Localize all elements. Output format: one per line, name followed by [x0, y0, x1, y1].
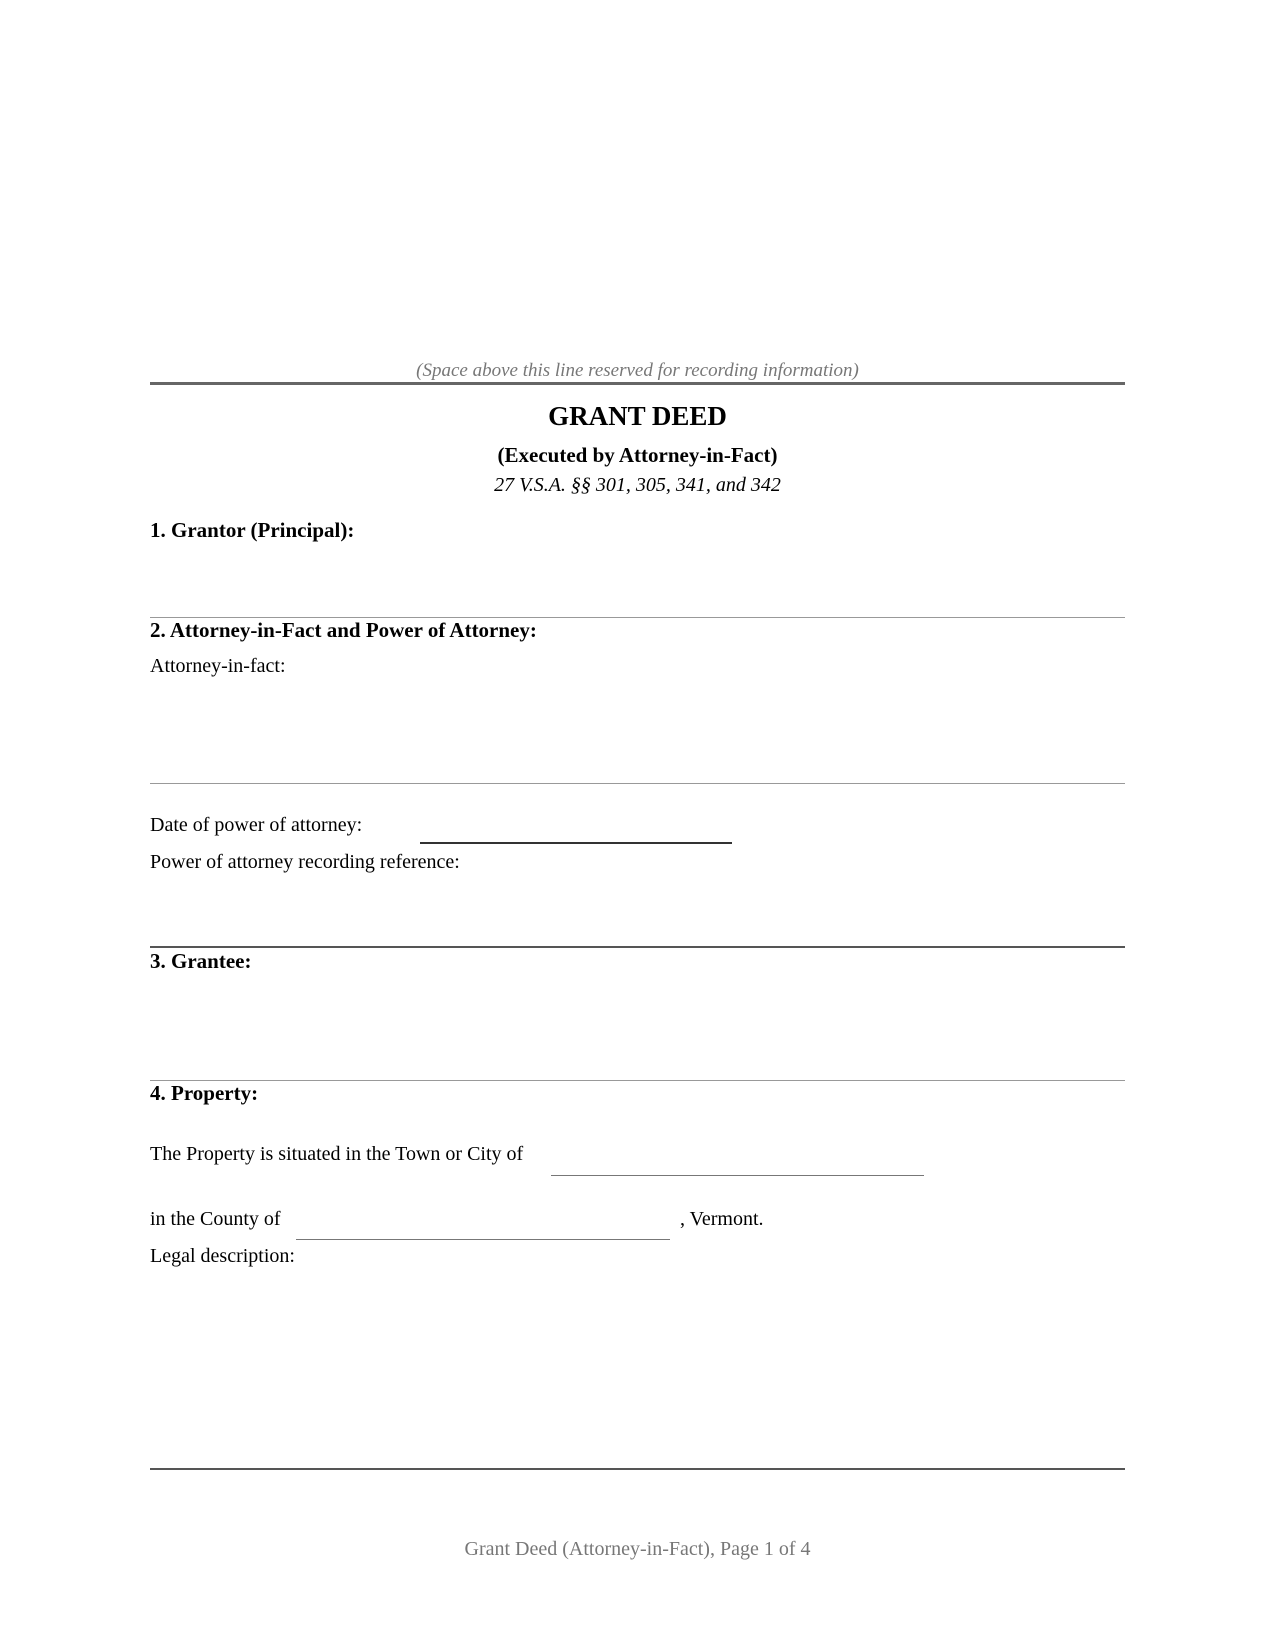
- poa-date-field[interactable]: [420, 842, 732, 844]
- grantee-heading: 3. Grantee:: [150, 949, 252, 973]
- statute-citation: 27 V.S.A. §§ 301, 305, 341, and 342: [494, 474, 781, 496]
- property-town-field[interactable]: [551, 1175, 924, 1176]
- attorney-in-fact-entry-line[interactable]: [150, 783, 1125, 784]
- property-county-field[interactable]: [296, 1239, 670, 1240]
- attorney-heading: 2. Attorney-in-Fact and Power of Attorney:: [150, 618, 537, 642]
- document-subtitle: (Executed by Attorney-in-Fact): [497, 443, 778, 467]
- property-county-label: in the County of: [150, 1208, 281, 1230]
- grantor-heading: 1. Grantor (Principal):: [150, 518, 355, 542]
- recording-divider: [150, 382, 1125, 385]
- legal-description-label: Legal description:: [150, 1245, 295, 1267]
- recording-space-note: (Space above this line reserved for recording information): [416, 360, 859, 381]
- poa-recording-reference-label: Power of attorney recording reference:: [150, 851, 460, 873]
- property-town-label: The Property is situated in the Town or City of: [150, 1143, 524, 1165]
- property-state-suffix: , Vermont.: [680, 1208, 764, 1230]
- document-title: GRANT DEED: [548, 401, 727, 431]
- page-footer: Grant Deed (Attorney-in-Fact), Page 1 of 4: [464, 1538, 811, 1560]
- property-heading: 4. Property:: [150, 1081, 259, 1105]
- grantee-entry-line[interactable]: [150, 1080, 1125, 1081]
- poa-recording-reference-line[interactable]: [150, 946, 1125, 948]
- legal-description-line[interactable]: [150, 1468, 1125, 1470]
- poa-date-label: Date of power of attorney:: [150, 814, 363, 836]
- attorney-in-fact-label: Attorney-in-fact:: [150, 655, 286, 677]
